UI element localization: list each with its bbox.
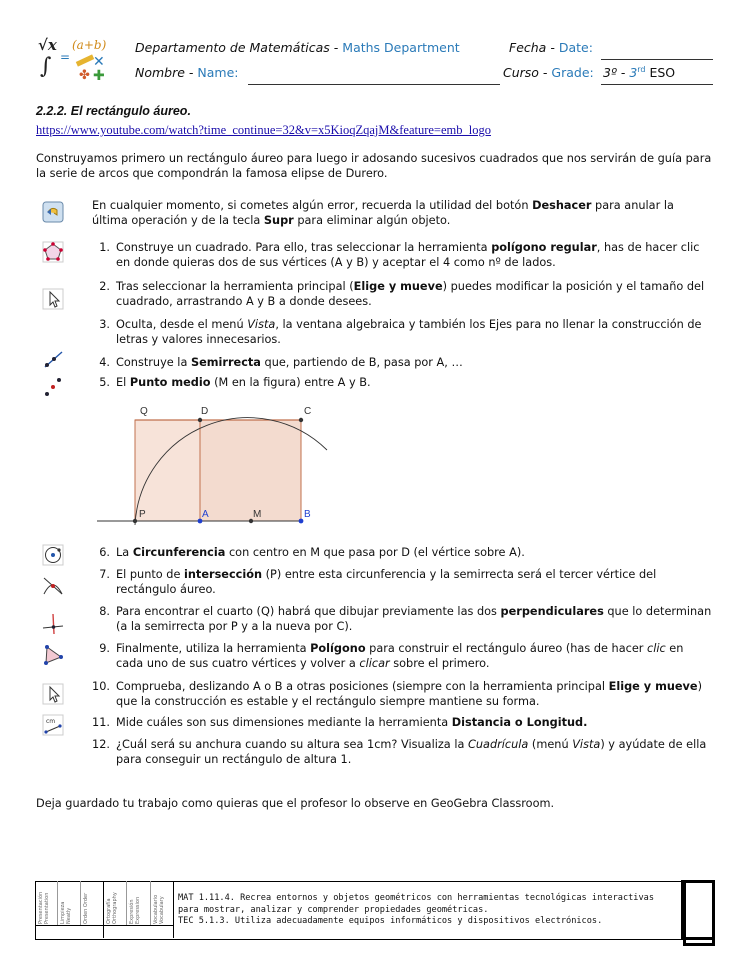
undo-text-c: para eliminar algún objeto. xyxy=(293,213,451,227)
step-bold: polígono regular xyxy=(491,241,597,254)
rubric-vocabulary: Vocabulario Vocabulary xyxy=(153,894,165,924)
point-p xyxy=(133,519,137,523)
undo-bold-a: Deshacer xyxy=(532,199,592,212)
dept-en: Maths Department xyxy=(342,40,460,55)
logo-sqrt: √x xyxy=(38,36,57,54)
step-bold: perpendiculares xyxy=(500,605,604,618)
grade-es: 3º xyxy=(603,65,617,81)
step-text: Comprueba, deslizando A o B a otras posiciones (siempre con la herramienta principal xyxy=(116,680,609,693)
rubric-divider-h xyxy=(35,925,173,926)
label-q: Q xyxy=(140,406,148,417)
step-text: que lo determinan (a la semirrecta por P y a la nueva por C). xyxy=(116,605,712,633)
step-text: (menú xyxy=(528,738,573,751)
step-number: 3. xyxy=(99,318,110,331)
square-abcd xyxy=(200,420,301,521)
step-text: , has de hacer clic en donde quieras dos de sus vértices (A y B) y aceptar el 4 como nº de lados. xyxy=(116,241,700,269)
rubric-order: Orden Order xyxy=(83,892,89,924)
step-6 xyxy=(116,546,712,561)
rubric-divider-v xyxy=(103,881,104,938)
step-7 xyxy=(116,568,712,597)
rubric-orthography: Ortografía Orthography xyxy=(106,892,118,924)
grade-field[interactable] xyxy=(601,84,713,85)
grade-sep: - xyxy=(616,65,630,81)
criteria-text xyxy=(178,893,678,928)
nombre-sep: - xyxy=(184,65,198,80)
step-text: en cada uno de sus cuatro vértices y volver a xyxy=(116,642,684,670)
fecha-en: Date: xyxy=(558,40,593,55)
criteria-line-2: para mostrar, analizar y comprender propiedades geométricas. xyxy=(178,904,489,915)
polygon-icon xyxy=(42,644,64,666)
step-text: Construye un cuadrado. Para ello, tras seleccionar la herramienta xyxy=(116,241,492,254)
step-number: 7. xyxy=(99,568,110,581)
label-p: P xyxy=(139,509,146,520)
step-number: 9. xyxy=(99,642,110,655)
pencil-icon xyxy=(76,54,94,66)
dept-sep: - xyxy=(329,40,343,55)
date-field[interactable] xyxy=(601,59,713,60)
move-arrow-icon xyxy=(42,288,64,310)
plus-icon: ✚ xyxy=(93,68,105,84)
point-d xyxy=(198,418,202,422)
step-text: ¿Cuál será su anchura cuando su altura sea 1cm? Visualiza la xyxy=(116,738,468,751)
circle-center-icon xyxy=(42,544,64,566)
step-text: ) que la construcción es estable y el rectángulo siempre mantiene su forma. xyxy=(116,680,702,708)
step-text: Construye la xyxy=(116,356,191,369)
label-a: A xyxy=(202,509,209,520)
logo xyxy=(38,36,110,84)
step-italic: Cuadrícula xyxy=(467,738,529,751)
department-heading xyxy=(135,40,460,55)
label-m: M xyxy=(253,509,262,520)
step-text: que, partiendo de B, pasa por A, … xyxy=(260,356,463,369)
step-3 xyxy=(116,318,712,347)
step-text: La xyxy=(116,546,133,559)
label-c: C xyxy=(304,406,312,417)
fecha-sep: - xyxy=(546,40,559,55)
youtube-link[interactable]: https://www.youtube.com/watch?time_continue=32&v=x5KioqZqajM&feature=emb_logo xyxy=(36,123,491,137)
step-italic: clicar xyxy=(359,656,390,670)
fecha-es: Fecha xyxy=(509,40,547,55)
midpoint-icon xyxy=(42,376,64,398)
step-text: ) puedes modificar la posición y el tamaño del cuadrado, arrastrando A y B a donde desees. xyxy=(116,280,705,308)
step-number: 1. xyxy=(99,241,110,254)
step-bold: Circunferencia xyxy=(132,546,226,559)
step-number: 5. xyxy=(99,376,110,389)
perpendicular-icon xyxy=(42,613,64,635)
step-bold: Elige y mueve xyxy=(353,280,443,293)
step-number: 2. xyxy=(99,280,110,293)
step-number: 12. xyxy=(92,738,110,751)
label-b: B xyxy=(304,509,311,520)
step-italic: clic xyxy=(647,642,666,655)
grade-en: 3 xyxy=(629,65,638,81)
date-label xyxy=(509,40,593,55)
curso-es: Curso xyxy=(503,65,539,80)
ray-icon xyxy=(42,348,64,370)
rubric-expression: Expresión Expression xyxy=(129,896,141,924)
step-number: 4. xyxy=(99,356,110,369)
section-title: 2.2.2. El rectángulo áureo. xyxy=(36,104,191,118)
step-italic: Vista xyxy=(247,318,276,331)
logo-equals: = xyxy=(60,50,71,64)
rubric-divider-v xyxy=(80,881,81,925)
step-text: con centro en M que pasa por D (el vértice sobre A). xyxy=(225,546,525,559)
step-5 xyxy=(116,376,712,391)
step-number: 6. xyxy=(99,546,110,559)
nombre-en: Name: xyxy=(197,65,239,80)
step-12 xyxy=(116,738,712,767)
step-bold: Elige y mueve xyxy=(608,680,698,693)
rubric-presentation: Presentación Presentation xyxy=(38,891,50,924)
point-c xyxy=(299,418,303,422)
regular-polygon-icon xyxy=(42,241,64,263)
undo-text-b: para anular la última operación y de la tecla xyxy=(92,199,674,227)
step-text: Para encontrar el cuarto (Q) habrá que dibujar previamente las dos xyxy=(116,605,501,618)
times-icon: ✕ xyxy=(93,54,105,70)
step-italic: Vista xyxy=(572,738,601,751)
step-bold: Polígono xyxy=(310,642,366,655)
dept-es: Departamento de Matemáticas xyxy=(135,40,330,55)
undo-text-a: En cualquier momento, si cometes algún error, recuerda la utilidad del botón xyxy=(92,199,533,212)
point-b xyxy=(299,519,304,524)
step-number: 10. xyxy=(92,680,110,693)
golden-rectangle-figure xyxy=(95,400,355,530)
step-text: , la ventana algebraica y también los Ejes para no llenar la construcción de letras y valores innecesarios. xyxy=(116,318,702,346)
divide-icon: ✤ xyxy=(79,68,90,83)
closing-note: Deja guardado tu trabajo como quieras que el profesor lo observe en GeoGebra Classroom. xyxy=(36,797,555,810)
rubric-neatly: Limpieza Neatly xyxy=(60,901,72,924)
step-text: Oculta, desde el menú xyxy=(116,318,248,331)
step-bold: Semirrecta xyxy=(190,356,261,369)
step-10 xyxy=(116,680,712,709)
rubric-divider-v xyxy=(126,881,127,925)
grade-eso: ESO xyxy=(645,65,676,81)
logo-ab: (a+b) xyxy=(72,38,107,52)
logo-integral: ∫ xyxy=(40,54,52,79)
step-8 xyxy=(116,605,712,634)
grade-sup: rd xyxy=(637,65,646,74)
step-2 xyxy=(116,280,712,309)
step-text: Tras seleccionar la herramienta principal ( xyxy=(116,280,354,293)
criteria-line-1: MAT 1.11.4. Recrea entornos y objetos geométricos con herramientas tecnológicas interactivas xyxy=(178,893,654,903)
step-number: 8. xyxy=(99,605,110,618)
step-text: ) y ayúdate de ella para conseguir un rectángulo de altura 1. xyxy=(116,738,707,766)
step-bold: Distancia o Longitud. xyxy=(451,716,588,729)
step-4 xyxy=(116,356,712,371)
step-bold: intersección xyxy=(184,568,263,581)
nombre-es: Nombre xyxy=(135,65,185,80)
curso-sep: - xyxy=(538,65,552,80)
svg-text:cm: cm xyxy=(46,718,56,725)
step-text: El xyxy=(116,376,130,389)
distance-icon xyxy=(42,714,64,736)
undo-bold-b: Supr xyxy=(263,213,294,227)
step-text: (P) entre esta circunferencia y la semirrecta será el tercer vértice del rectángulo áureo. xyxy=(116,568,657,596)
step-9 xyxy=(116,642,712,671)
intersection-icon xyxy=(42,574,64,596)
step-text: sobre el primero. xyxy=(389,656,490,670)
rubric-divider-v xyxy=(173,881,174,938)
golden-rectangle-left xyxy=(135,420,200,521)
undo-note xyxy=(92,199,712,228)
step-text: para construir el rectángulo áureo (has de hacer xyxy=(365,642,648,655)
step-text: El punto de xyxy=(116,568,185,581)
step-text: (M en la figura) entre A y B. xyxy=(210,376,371,389)
step-11 xyxy=(116,716,712,731)
criteria-line-3: TEC 5.1.3. Utiliza adecuadamente equipos informáticos y dispositivos electrónicos. xyxy=(178,916,603,926)
step-bold: Punto medio xyxy=(129,376,211,389)
grade-label xyxy=(503,65,594,80)
step-number: 11. xyxy=(92,716,110,729)
step-text: Mide cuáles son sus dimensiones mediante la herramienta xyxy=(116,716,452,729)
name-field[interactable] xyxy=(248,84,500,85)
grade-box-frame xyxy=(681,880,715,940)
step-text: Finalmente, utiliza la herramienta xyxy=(116,642,311,655)
undo-icon xyxy=(42,201,64,223)
step-1 xyxy=(116,241,712,270)
name-label xyxy=(135,65,239,80)
curso-en: Grade: xyxy=(551,65,594,80)
rubric-divider-v xyxy=(57,881,58,925)
move-arrow-icon xyxy=(42,683,64,705)
rubric-divider-v xyxy=(150,881,151,925)
intro-paragraph: Construyamos primero un rectángulo áureo para luego ir adosando sucesivos cuadrados que nos servirán de guía para la serie de arcos que compondrán la famosa elipse de Durero. xyxy=(36,152,712,180)
grade-value xyxy=(603,65,675,80)
label-d: D xyxy=(201,406,209,417)
